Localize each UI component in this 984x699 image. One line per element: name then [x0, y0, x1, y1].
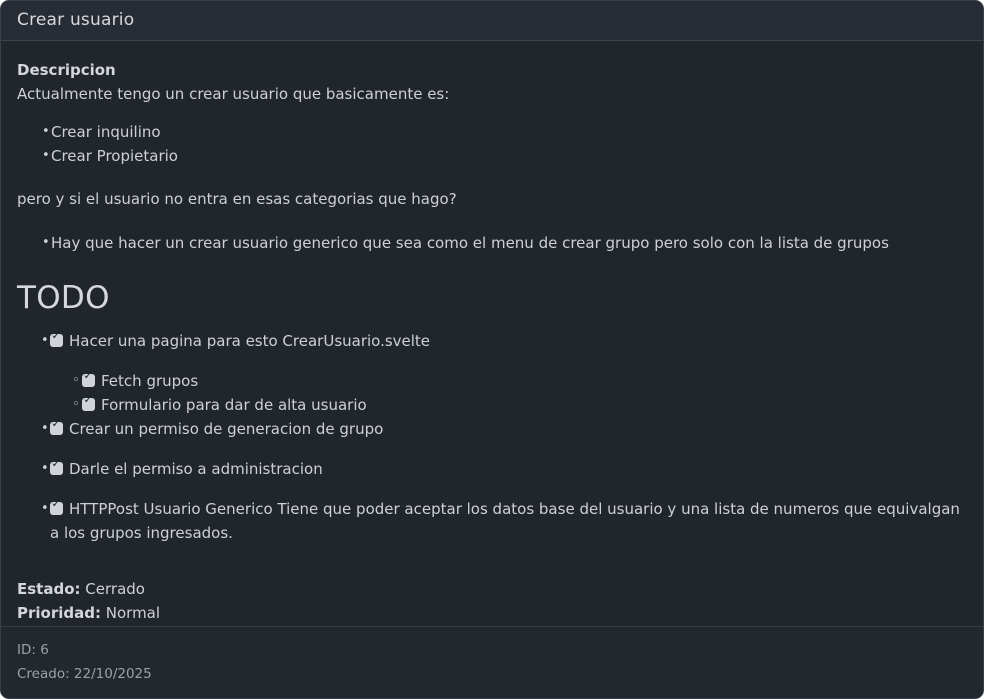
estado-value: Cerrado — [85, 580, 145, 598]
todo-checklist — [17, 329, 967, 545]
page-title: Crear usuario — [17, 10, 135, 30]
prioridad-line — [17, 601, 967, 625]
todo-item — [17, 329, 967, 353]
description-intro: Actualmente tengo un crear usuario que basicamente es: — [17, 85, 450, 103]
description-bullet-list — [17, 120, 967, 168]
estado-label: Estado: — [17, 580, 81, 598]
todo-subitem — [17, 393, 967, 417]
list-item — [17, 144, 967, 168]
bullet-item-label: Hay que hacer un crear usuario generico que sea como el menu de crear grupo pero solo con la lista de grupos — [51, 234, 889, 252]
description-question: pero y si el usuario no entra en esas categorias que hago? — [17, 190, 457, 208]
card-footer — [1, 626, 983, 698]
issue-created-date: Creado: 22/10/2025 — [17, 666, 152, 682]
todo-item-label: Formulario para dar de alta usuario — [101, 396, 367, 414]
issue-description-body — [1, 41, 983, 626]
bullet-item-label: Crear Propietario — [51, 147, 178, 165]
checkbox-checked-icon[interactable] — [82, 374, 95, 387]
todo-item-label: Fetch grupos — [101, 372, 199, 390]
todo-item — [17, 417, 967, 441]
estado-line — [17, 577, 967, 601]
checkbox-checked-icon[interactable] — [50, 334, 63, 347]
list-item — [17, 231, 967, 255]
issue-id: ID: 6 — [17, 642, 49, 658]
description-heading: Descripcion — [17, 61, 116, 79]
checkbox-checked-icon[interactable] — [50, 422, 63, 435]
checkbox-checked-icon[interactable] — [50, 462, 63, 475]
todo-item-label: HTTPPost Usuario Generico Tiene que poder aceptar los datos base del usuario y una lista de numeros que equivalgan a los grupos ingresados. — [50, 500, 960, 542]
prioridad-label: Prioridad: — [17, 604, 101, 622]
todo-item-label: Darle el permiso a administracion — [69, 460, 323, 478]
description-note-list — [17, 231, 967, 255]
issue-meta — [17, 577, 967, 625]
bullet-item-label: Crear inquilino — [51, 123, 161, 141]
checkbox-checked-icon[interactable] — [82, 398, 95, 411]
todo-subitem — [17, 369, 967, 393]
todo-item-label: Hacer una pagina para esto CrearUsuario.svelte — [69, 332, 431, 350]
prioridad-value: Normal — [105, 604, 161, 622]
list-item — [17, 120, 967, 144]
todo-heading: TODO — [17, 280, 110, 316]
todo-item — [17, 457, 967, 481]
todo-item-label: Crear un permiso de generacion de grupo — [69, 420, 384, 438]
card-header — [1, 1, 983, 41]
checkbox-checked-icon[interactable] — [50, 502, 63, 515]
todo-item — [17, 497, 967, 545]
